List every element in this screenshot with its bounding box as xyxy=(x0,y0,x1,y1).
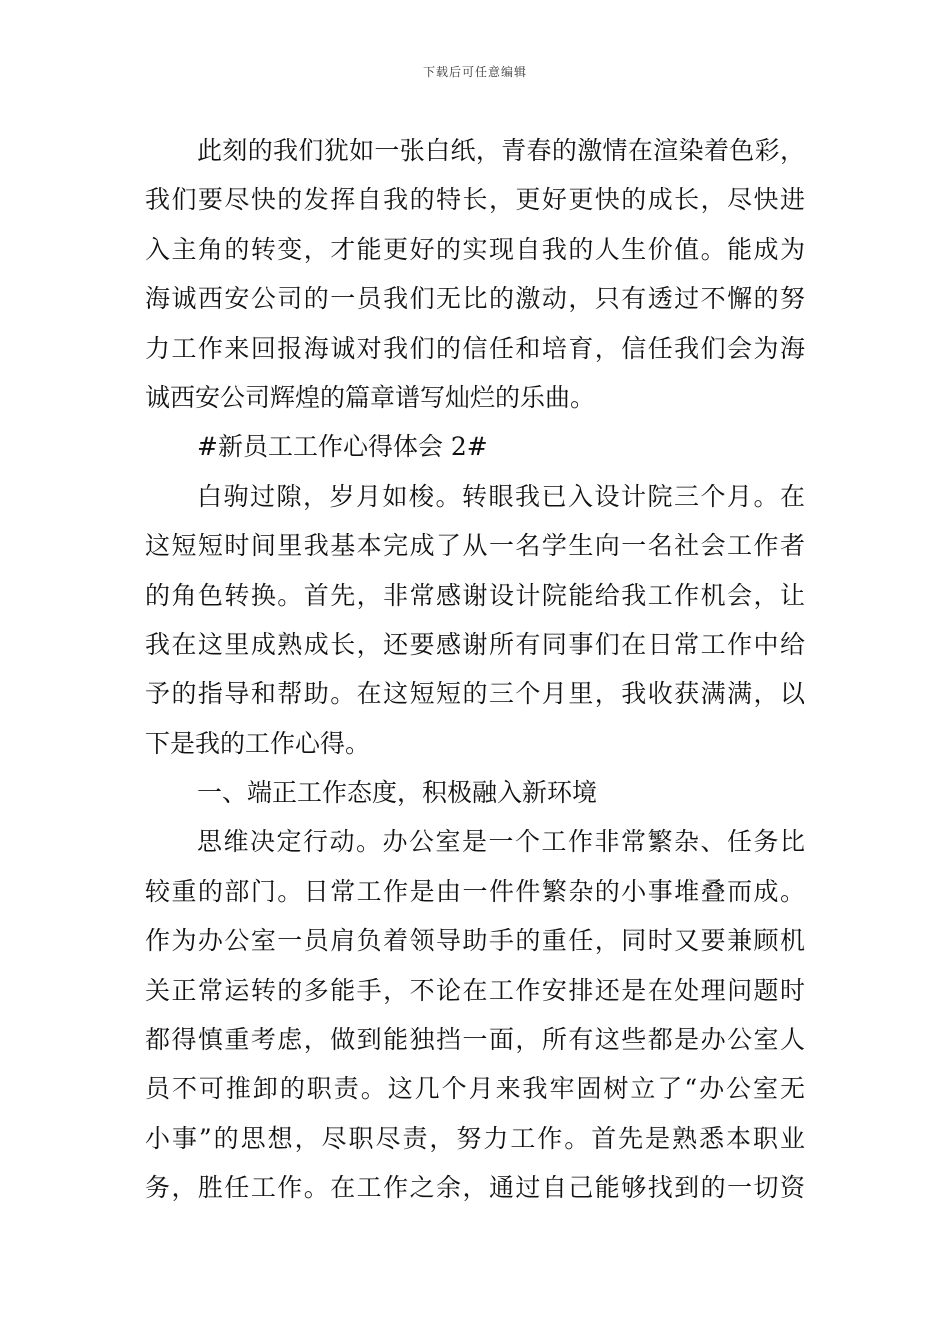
paragraph-line: 下是我的工作心得。 xyxy=(145,728,371,758)
section-heading: #新员工工作心得体会 2# xyxy=(197,432,488,462)
paragraph-line: 力工作来回报海诚对我们的信任和培育，信任我们会为海 xyxy=(145,333,805,363)
paragraph-line: 此刻的我们犹如一张白纸，青春的激情在渲染着色彩， xyxy=(197,136,805,165)
paragraph-line: 务，胜任工作。在工作之余，通过自己能够找到的一切资 xyxy=(145,1173,805,1203)
paragraph-line: 的角色转换。首先，非常感谢设计院能给我工作机会，让 xyxy=(145,580,805,610)
paragraph-line: 小事”的思想，尽职尽责，努力工作。首先是熟悉本职业 xyxy=(145,1123,805,1153)
paragraph-line: 思维决定行动。办公室是一个工作非常繁杂、任务比 xyxy=(197,827,805,857)
paragraph-line: 予的指导和帮助。在这短短的三个月里，我收获满满，以 xyxy=(145,679,805,709)
page-header: 下载后可任意编辑 xyxy=(422,65,527,79)
paragraph-line: 海诚西安公司的一员我们无比的激动，只有透过不懈的努 xyxy=(145,284,805,314)
paragraph-line: 较重的部门。日常工作是由一件件繁杂的小事堆叠而成。 xyxy=(145,876,805,906)
paragraph-line: 这短短时间里我基本完成了从一名学生向一名社会工作者 xyxy=(145,531,805,561)
document-body xyxy=(145,126,805,1213)
subsection-heading: 一、端正工作态度，积极融入新环境 xyxy=(197,778,598,808)
paragraph-line: 入主角的转变，才能更好的实现自我的人生价值。能成为 xyxy=(145,234,805,264)
paragraph-line: 都得慎重考虑，做到能独挡一面，所有这些都是办公室人 xyxy=(145,1025,805,1055)
paragraph-line: 我在这里成熟成长，还要感谢所有同事们在日常工作中给 xyxy=(145,629,805,659)
paragraph-line: 员不可推卸的职责。这几个月来我牢固树立了“办公室无 xyxy=(145,1074,805,1104)
paragraph-line: 关正常运转的多能手，不论在工作安排还是在处理问题时 xyxy=(145,975,805,1005)
paragraph-line: 我们要尽快的发挥自我的特长，更好更快的成长，尽快进 xyxy=(145,185,805,215)
paragraph-line: 诚西安公司辉煌的篇章谱写灿烂的乐曲。 xyxy=(145,382,596,412)
paragraph-line: 作为办公室一员肩负着领导助手的重任，同时又要兼顾机 xyxy=(145,926,805,956)
paragraph-line: 白驹过隙，岁月如梭。转眼我已入设计院三个月。在 xyxy=(197,481,805,511)
